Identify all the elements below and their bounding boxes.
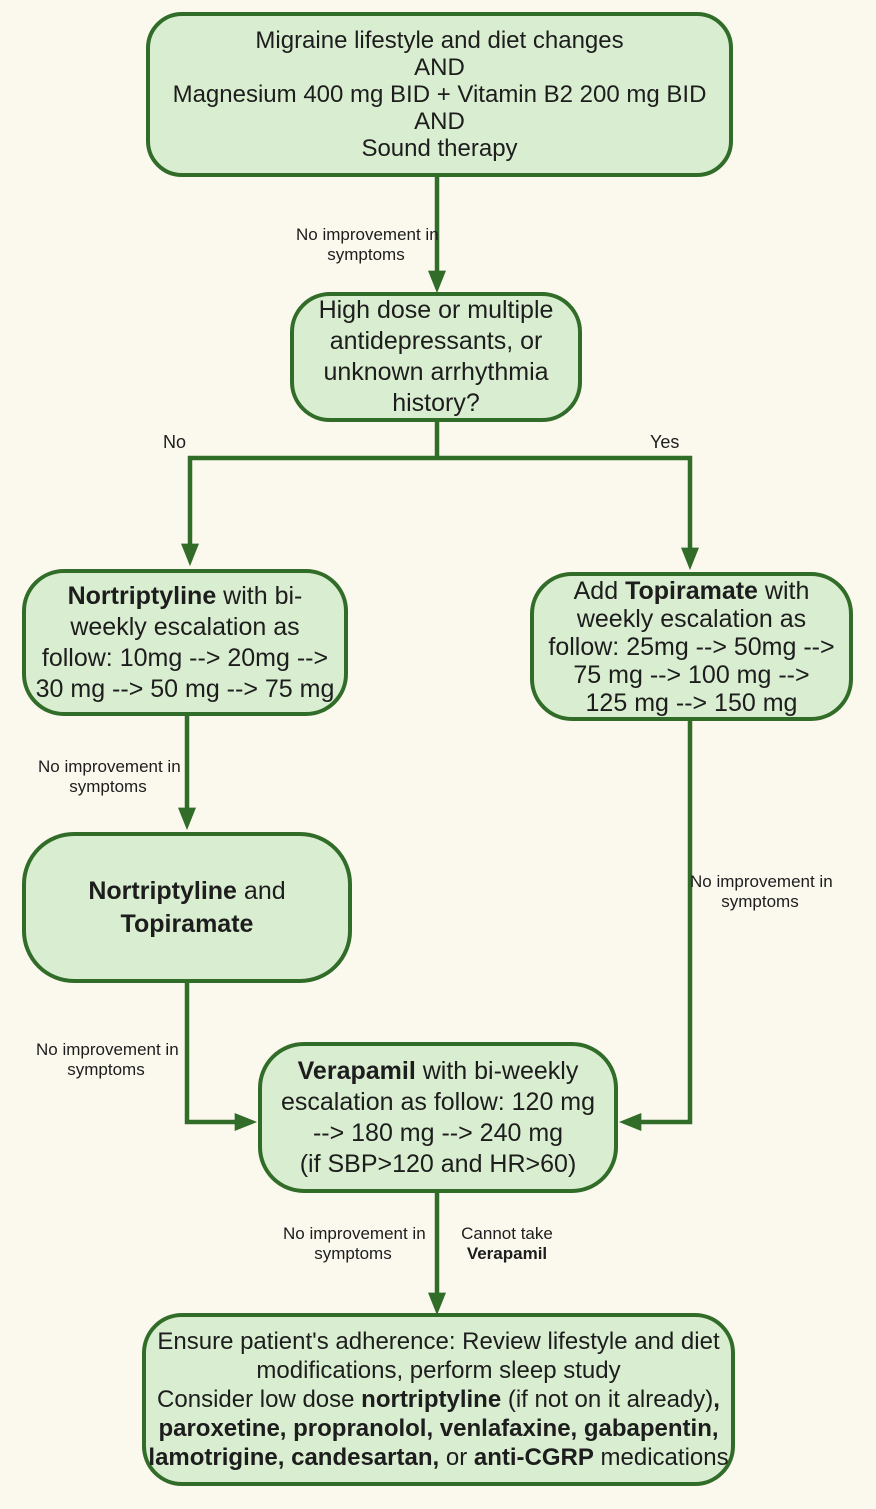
edge-label-no-improvement-1: No improvement in symptoms bbox=[296, 225, 439, 264]
edge-label-no-improvement-3: No improvement in symptoms bbox=[36, 1040, 179, 1079]
nortriptyline-box: Nortriptyline with bi- weekly escalation as follow: 10mg --> 20mg --> 30 mg --> 50 mg --> 75 mg bbox=[22, 569, 348, 716]
branch-label-no: No bbox=[163, 432, 187, 452]
edge-label-no-improvement-5: No improvement in symptoms bbox=[283, 1224, 426, 1263]
final-box: Ensure patient's adherence: Review lifestyle and diet modifications, perform sleep study Consider low dose nortriptyline (if not on it already), paroxetine, propranolol, venlafaxine, gabapentin, lamotrigine, candesartan, or anti-CGRP medications bbox=[142, 1313, 735, 1486]
arrow-topiramate-to-verapamil bbox=[640, 720, 690, 1122]
decision-box: High dose or multiple antidepressants, or unknown arrhythmia history? bbox=[290, 292, 582, 422]
arrow-combo-to-verapamil bbox=[187, 980, 236, 1122]
verapamil-box: Verapamil with bi-weekly escalation as follow: 120 mg --> 180 mg --> 240 mg (if SBP>120 and HR>60) bbox=[258, 1042, 618, 1193]
edge-label-cannot-take-verapamil: Cannot take Verapamil bbox=[461, 1224, 553, 1263]
nortriptyline-topiramate-box: Nortriptyline and Topiramate bbox=[22, 832, 352, 983]
edge-label-no-improvement-2: No improvement in symptoms bbox=[38, 757, 181, 796]
start-box: Migraine lifestyle and diet changes AND Magnesium 400 mg BID + Vitamin B2 200 mg BID AND Sound therapy bbox=[146, 12, 733, 177]
topiramate-box: Add Topiramate with weekly escalation as follow: 25mg --> 50mg --> 75 mg --> 100 mg --> 125 mg --> 150 mg bbox=[530, 572, 853, 721]
edge-label-no-improvement-4: No improvement in symptoms bbox=[690, 872, 833, 911]
branch-label-yes: Yes bbox=[650, 432, 680, 452]
